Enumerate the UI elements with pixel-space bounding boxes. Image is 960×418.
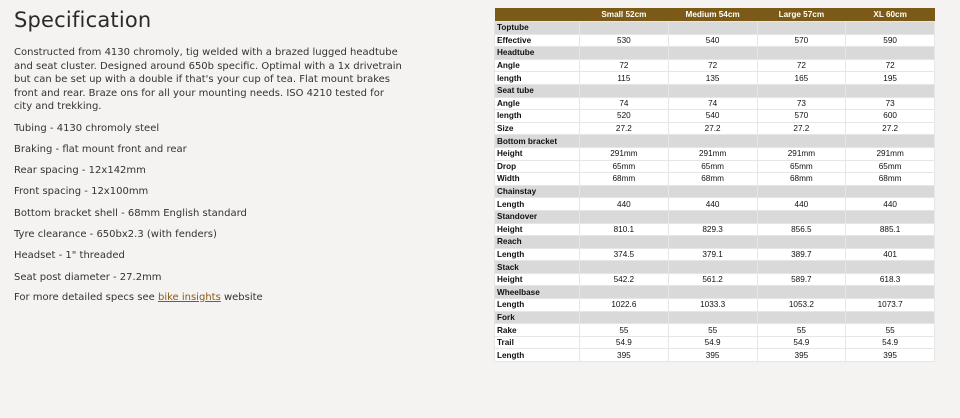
value-cell: 135 xyxy=(668,72,757,85)
table-row xyxy=(495,97,935,110)
section-empty-cell xyxy=(846,185,935,198)
value-cell: 570 xyxy=(757,110,846,123)
section-empty-cell xyxy=(580,236,669,249)
table-header-cell: Large 57cm xyxy=(757,8,846,22)
spec-item: Tyre clearance - 650bx2.3 (with fenders) xyxy=(14,228,217,240)
value-cell: 65mm xyxy=(846,160,935,173)
value-cell: 65mm xyxy=(668,160,757,173)
value-cell: 72 xyxy=(580,59,669,72)
table-row xyxy=(495,110,935,123)
value-cell: 540 xyxy=(668,34,757,47)
description: Constructed from 4130 chromoly, tig welded with a brazed lugged headtube and seat cluster. Designed around 650b specific. Optimal with a 1x drivetrain but can be set up with a double if that's your cup of tea. Flat mount brakes front and rear. Braze ons for all your mounting needs. ISO 4210 tested for city and trekking. xyxy=(14,47,402,112)
row-label: Trail xyxy=(495,336,580,349)
section-empty-cell xyxy=(846,135,935,148)
value-cell: 395 xyxy=(580,349,669,362)
section-empty-cell xyxy=(580,261,669,274)
value-cell: 54.9 xyxy=(668,336,757,349)
section-empty-cell xyxy=(668,22,757,35)
value-cell: 440 xyxy=(846,198,935,211)
value-cell: 68mm xyxy=(757,173,846,186)
value-cell: 542.2 xyxy=(580,273,669,286)
bike-insights-link[interactable]: bike insights xyxy=(157,291,221,303)
table-row xyxy=(495,122,935,135)
value-cell: 810.1 xyxy=(580,223,669,236)
table-header-cell xyxy=(495,8,580,22)
section-empty-cell xyxy=(757,311,846,324)
section-empty-cell xyxy=(580,185,669,198)
value-cell: 530 xyxy=(580,34,669,47)
section-empty-cell xyxy=(580,135,669,148)
value-cell: 440 xyxy=(668,198,757,211)
section-label: Bottom bracket xyxy=(495,135,580,148)
value-cell: 590 xyxy=(846,34,935,47)
row-label: Height xyxy=(495,223,580,236)
row-label: Angle xyxy=(495,97,580,110)
table-row xyxy=(495,173,935,186)
section-label: Wheelbase xyxy=(495,286,580,299)
more-specs-line xyxy=(14,292,404,303)
section-empty-cell xyxy=(668,236,757,249)
value-cell: 291mm xyxy=(668,147,757,160)
section-empty-cell xyxy=(668,185,757,198)
value-cell: 27.2 xyxy=(846,122,935,135)
table-section-row xyxy=(495,135,935,148)
section-label: Fork xyxy=(495,311,580,324)
value-cell: 27.2 xyxy=(668,122,757,135)
table-section-row xyxy=(495,47,935,60)
section-label: Standover xyxy=(495,210,580,223)
spec-list xyxy=(14,122,404,292)
section-empty-cell xyxy=(757,210,846,223)
section-empty-cell xyxy=(580,286,669,299)
section-empty-cell xyxy=(757,84,846,97)
value-cell: 74 xyxy=(668,97,757,110)
table-row xyxy=(495,324,935,337)
value-cell: 54.9 xyxy=(757,336,846,349)
table-row xyxy=(495,336,935,349)
table-header-cell: Small 52cm xyxy=(580,8,669,22)
table-row xyxy=(495,147,935,160)
table-section-row xyxy=(495,261,935,274)
more-suffix: website xyxy=(220,291,263,303)
geometry-table-container xyxy=(494,8,934,362)
table-row xyxy=(495,72,935,85)
value-cell: 68mm xyxy=(668,173,757,186)
value-cell: 561.2 xyxy=(668,273,757,286)
row-label: Effective xyxy=(495,34,580,47)
value-cell: 389.7 xyxy=(757,248,846,261)
section-empty-cell xyxy=(757,22,846,35)
table-row xyxy=(495,160,935,173)
row-label: Length xyxy=(495,198,580,211)
section-label: Chainstay xyxy=(495,185,580,198)
value-cell: 600 xyxy=(846,110,935,123)
section-label: Headtube xyxy=(495,47,580,60)
row-label: length xyxy=(495,110,580,123)
value-cell: 291mm xyxy=(757,147,846,160)
section-empty-cell xyxy=(757,286,846,299)
table-body xyxy=(495,22,935,362)
section-empty-cell xyxy=(846,236,935,249)
value-cell: 73 xyxy=(846,97,935,110)
value-cell: 1022.6 xyxy=(580,299,669,312)
table-section-row xyxy=(495,236,935,249)
table-header-cell: Medium 54cm xyxy=(668,8,757,22)
section-empty-cell xyxy=(668,210,757,223)
table-row xyxy=(495,273,935,286)
value-cell: 379.1 xyxy=(668,248,757,261)
row-label: Angle xyxy=(495,59,580,72)
value-cell: 65mm xyxy=(580,160,669,173)
geometry-table xyxy=(494,8,935,362)
value-cell: 68mm xyxy=(580,173,669,186)
row-label: Drop xyxy=(495,160,580,173)
table-header-cell: XL 60cm xyxy=(846,8,935,22)
row-label: Length xyxy=(495,248,580,261)
row-label: Size xyxy=(495,122,580,135)
value-cell: 885.1 xyxy=(846,223,935,236)
section-empty-cell xyxy=(580,311,669,324)
row-label: Height xyxy=(495,273,580,286)
section-empty-cell xyxy=(757,185,846,198)
value-cell: 165 xyxy=(757,72,846,85)
table-section-row xyxy=(495,311,935,324)
section-empty-cell xyxy=(580,84,669,97)
value-cell: 440 xyxy=(580,198,669,211)
spec-item: Seat post diameter - 27.2mm xyxy=(14,271,162,283)
value-cell: 68mm xyxy=(846,173,935,186)
value-cell: 520 xyxy=(580,110,669,123)
section-empty-cell xyxy=(757,135,846,148)
value-cell: 589.7 xyxy=(757,273,846,286)
section-empty-cell xyxy=(846,47,935,60)
section-empty-cell xyxy=(668,311,757,324)
section-empty-cell xyxy=(846,261,935,274)
row-label: Width xyxy=(495,173,580,186)
row-label: Rake xyxy=(495,324,580,337)
section-label: Toptube xyxy=(495,22,580,35)
spec-item: Tubing - 4130 chromoly steel xyxy=(14,122,160,134)
value-cell: 55 xyxy=(846,324,935,337)
value-cell: 72 xyxy=(757,59,846,72)
value-cell: 74 xyxy=(580,97,669,110)
value-cell: 395 xyxy=(668,349,757,362)
section-empty-cell xyxy=(668,261,757,274)
section-empty-cell xyxy=(846,22,935,35)
row-label: Height xyxy=(495,147,580,160)
section-empty-cell xyxy=(668,47,757,60)
section-empty-cell xyxy=(580,210,669,223)
value-cell: 401 xyxy=(846,248,935,261)
value-cell: 291mm xyxy=(580,147,669,160)
section-empty-cell xyxy=(668,135,757,148)
table-header-row xyxy=(495,8,935,22)
table-section-row xyxy=(495,84,935,97)
value-cell: 54.9 xyxy=(580,336,669,349)
section-empty-cell xyxy=(757,261,846,274)
page-title: Specification xyxy=(14,8,152,32)
value-cell: 65mm xyxy=(757,160,846,173)
value-cell: 27.2 xyxy=(757,122,846,135)
table-section-row xyxy=(495,185,935,198)
spec-item: Braking - flat mount front and rear xyxy=(14,143,187,155)
value-cell: 54.9 xyxy=(846,336,935,349)
section-empty-cell xyxy=(668,286,757,299)
section-empty-cell xyxy=(668,84,757,97)
value-cell: 570 xyxy=(757,34,846,47)
spec-item: Headset - 1" threaded xyxy=(14,250,125,262)
value-cell: 374.5 xyxy=(580,248,669,261)
section-empty-cell xyxy=(846,286,935,299)
table-row xyxy=(495,198,935,211)
table-row xyxy=(495,248,935,261)
value-cell: 55 xyxy=(757,324,846,337)
spec-item: Bottom bracket shell - 68mm English standard xyxy=(14,207,247,219)
value-cell: 55 xyxy=(668,324,757,337)
value-cell: 856.5 xyxy=(757,223,846,236)
value-cell: 55 xyxy=(580,324,669,337)
section-empty-cell xyxy=(846,84,935,97)
more-prefix: For more detailed specs see xyxy=(14,291,158,303)
value-cell: 72 xyxy=(668,59,757,72)
value-cell: 72 xyxy=(846,59,935,72)
spec-text-column xyxy=(14,8,404,303)
section-empty-cell xyxy=(757,47,846,60)
value-cell: 195 xyxy=(846,72,935,85)
table-section-row xyxy=(495,286,935,299)
section-empty-cell xyxy=(757,236,846,249)
value-cell: 27.2 xyxy=(580,122,669,135)
table-row xyxy=(495,34,935,47)
row-label: length xyxy=(495,72,580,85)
value-cell: 115 xyxy=(580,72,669,85)
value-cell: 540 xyxy=(668,110,757,123)
spec-item: Front spacing - 12x100mm xyxy=(14,186,149,198)
table-row xyxy=(495,223,935,236)
section-empty-cell xyxy=(846,210,935,223)
value-cell: 618.3 xyxy=(846,273,935,286)
value-cell: 395 xyxy=(757,349,846,362)
table-section-row xyxy=(495,22,935,35)
section-label: Seat tube xyxy=(495,84,580,97)
table-row xyxy=(495,299,935,312)
table-section-row xyxy=(495,210,935,223)
value-cell: 1053.2 xyxy=(757,299,846,312)
value-cell: 1033.3 xyxy=(668,299,757,312)
table-row xyxy=(495,349,935,362)
table-row xyxy=(495,59,935,72)
spec-item: Rear spacing - 12x142mm xyxy=(14,165,146,177)
value-cell: 829.3 xyxy=(668,223,757,236)
row-label: Length xyxy=(495,349,580,362)
value-cell: 73 xyxy=(757,97,846,110)
section-label: Stack xyxy=(495,261,580,274)
section-empty-cell xyxy=(580,22,669,35)
row-label: Length xyxy=(495,299,580,312)
section-label: Reach xyxy=(495,236,580,249)
value-cell: 291mm xyxy=(846,147,935,160)
value-cell: 395 xyxy=(846,349,935,362)
value-cell: 440 xyxy=(757,198,846,211)
value-cell: 1073.7 xyxy=(846,299,935,312)
section-empty-cell xyxy=(580,47,669,60)
section-empty-cell xyxy=(846,311,935,324)
